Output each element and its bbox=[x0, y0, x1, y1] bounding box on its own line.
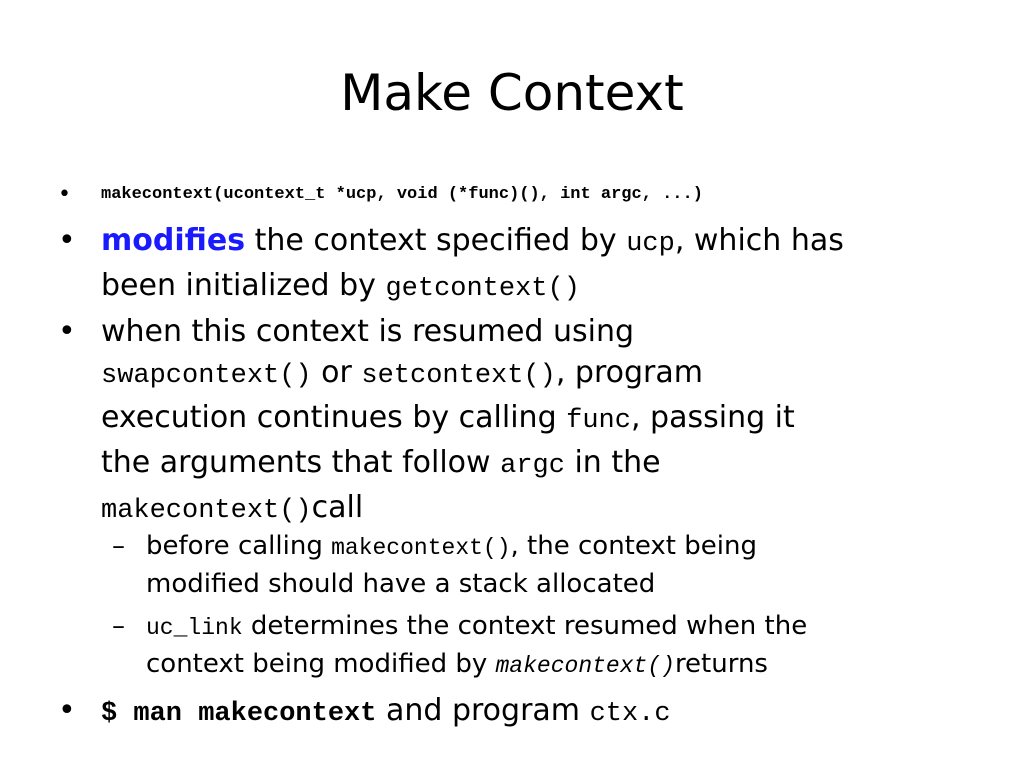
text-line bbox=[146, 528, 1006, 566]
slide-title: Make Context bbox=[340, 64, 684, 122]
text-span: , which has bbox=[674, 223, 844, 258]
code-span: makecontext() bbox=[101, 496, 312, 526]
text-span: execution continues by calling bbox=[101, 400, 567, 435]
code-span: ctx.c bbox=[589, 699, 671, 729]
text-span: the context specified by bbox=[245, 223, 627, 258]
subbullet-text bbox=[146, 528, 1006, 602]
text-line bbox=[146, 608, 1006, 646]
bullet-text bbox=[101, 690, 1001, 735]
code-span: argc bbox=[500, 451, 565, 481]
text-span: the arguments that follow bbox=[101, 445, 501, 480]
code-span: ucp bbox=[626, 229, 675, 259]
text-span: determines the context resumed when the bbox=[242, 611, 808, 641]
text-span: in the bbox=[564, 445, 661, 480]
bullet-text bbox=[101, 311, 1001, 532]
text-line bbox=[101, 220, 1001, 265]
text-line bbox=[101, 690, 1001, 735]
text-line bbox=[146, 566, 1006, 602]
text-span: before calling bbox=[146, 531, 332, 561]
text-line bbox=[101, 352, 1001, 397]
text-span: returns bbox=[674, 649, 768, 679]
text-span: modified should have a stack allocated bbox=[146, 569, 656, 599]
code-span: makecontext() bbox=[331, 535, 511, 561]
dash-marker: – bbox=[112, 531, 125, 561]
text-line bbox=[101, 442, 1001, 487]
text-span: been initialized by bbox=[101, 268, 386, 303]
bullet-marker: • bbox=[58, 314, 76, 349]
code-span: makecontext() bbox=[495, 653, 675, 679]
text-span: when this context is resumed using bbox=[101, 314, 635, 349]
code-span: swapcontext() bbox=[101, 361, 312, 391]
code-span: func bbox=[566, 406, 631, 436]
signature-code: makecontext(ucontext_t *ucp, void (*func)(), int argc, ...) bbox=[101, 185, 703, 204]
text-span: context being modified by bbox=[146, 649, 496, 679]
bullet-text bbox=[101, 220, 1001, 310]
text-line bbox=[146, 646, 1006, 684]
bullet-marker: • bbox=[58, 182, 71, 207]
code-span: setcontext() bbox=[361, 361, 556, 391]
text-span: , program bbox=[555, 355, 703, 390]
text-line bbox=[101, 397, 1001, 442]
dash-marker: – bbox=[112, 611, 125, 641]
bullet-marker: • bbox=[58, 223, 76, 258]
command-code: $ man makecontext bbox=[101, 699, 377, 729]
text-span: and program bbox=[376, 693, 590, 728]
text-line bbox=[101, 487, 1001, 532]
text-line bbox=[101, 311, 1001, 352]
text-line bbox=[101, 265, 1001, 310]
emphasis-text: modifies bbox=[101, 223, 246, 258]
text-span: , passing it bbox=[630, 400, 795, 435]
subbullet-text bbox=[146, 608, 1006, 684]
code-span: uc_link bbox=[146, 615, 243, 641]
text-span: or bbox=[311, 355, 362, 390]
code-span: getcontext() bbox=[385, 274, 580, 304]
text-span: call bbox=[311, 490, 364, 525]
text-span: , the context being bbox=[510, 531, 757, 561]
bullet-marker: • bbox=[58, 693, 76, 728]
